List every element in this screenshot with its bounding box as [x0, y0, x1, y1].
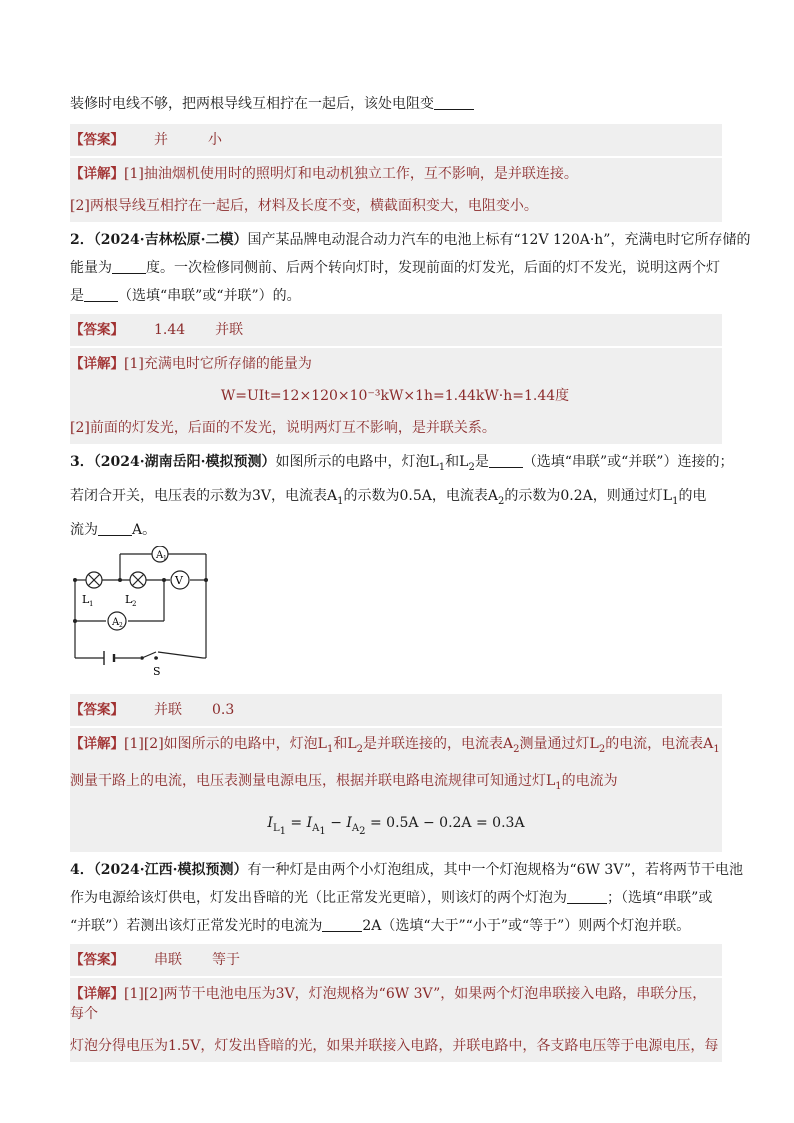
l2-sub: 2 [132, 599, 137, 608]
subscript: 1 [438, 461, 446, 473]
detail-text: 是并联连接的，电流表A [363, 735, 514, 752]
q4-text: 2A（选填“大于”“小于”或“等于”）则两个灯泡并联。 [362, 917, 691, 934]
answer-blank[interactable] [489, 453, 523, 468]
lamp-l2-icon [130, 572, 146, 588]
q3-formula-row [70, 803, 722, 852]
detail-text: 灯泡分得电压为1.5V，灯发出昏暗的光，如果并联接入电路，并联电路中，各支路电压等于电源电压，每 [70, 1037, 719, 1054]
q4-text: “并联”）若测出该灯正常发光时的电流为 [70, 917, 323, 934]
l2-label: L [125, 592, 133, 606]
a1-label: A [156, 549, 164, 561]
q3-text: （选填“串联”或“并联”）连接的； [522, 454, 734, 470]
subscript: 1 [555, 781, 562, 793]
q4-detail-row-2 [70, 1030, 722, 1062]
subscript: 1 [337, 495, 344, 507]
subscript: 2 [468, 461, 475, 473]
q2-text: 是 [70, 288, 84, 304]
q3-text: 和L [445, 454, 469, 470]
q2-detail-row [70, 348, 722, 380]
q1-detail-row [70, 158, 722, 190]
q3-text: 如图所示的电路中，灯泡L [275, 454, 439, 470]
q1-answer-row [70, 124, 722, 156]
subscript: 1 [672, 495, 679, 507]
l1-label: L [82, 592, 90, 606]
q1-detail-row-2 [70, 190, 722, 222]
q2-text: 国产某品牌电动混合动力汽车的电池上标有“12V 120A·h”，充满电时它所存储的 [247, 232, 751, 248]
q3-answer-row [70, 694, 722, 726]
answer-value: 并联 [154, 701, 182, 718]
detail-text: 和L [333, 735, 357, 752]
detail-tag: 【详解】 [70, 735, 124, 752]
circuit-svg [70, 546, 220, 681]
answer-value: 小 [208, 132, 222, 148]
answer-tag: 【答案】 [70, 322, 124, 338]
subscript: 2 [513, 743, 520, 755]
detail-text: [2]前面的灯发光，后面的不发光，说明两灯互不影响，是并联关系。 [70, 420, 496, 436]
answer-tag: 【答案】 [70, 132, 124, 148]
detail-text: 的电流，电流表A [605, 735, 714, 752]
subscript: 2 [598, 743, 606, 755]
answer-value: 并联 [215, 322, 244, 338]
a2-sub: 2 [119, 621, 123, 629]
detail-tag: 【详解】 [70, 166, 124, 182]
q3-detail-row-2 [70, 765, 722, 803]
q3-question [70, 452, 734, 540]
ammeter-a2-icon [108, 612, 126, 630]
detail-text: [1]抽油烟机使用时的照明灯和电动机独立工作，互不影响，是并联连接。 [124, 166, 578, 182]
detail-text: 的电流为 [561, 773, 618, 790]
answer-tag: 【答案】 [70, 951, 124, 968]
a1-sub: 1 [163, 554, 167, 562]
q3-text: 流为 [70, 521, 98, 538]
answer-blank[interactable] [434, 95, 474, 110]
q1-text [70, 94, 722, 114]
a2-label: A [112, 616, 120, 628]
detail-text: 测量干路上的电流，电压表测量电源电压，根据并联电路电流规律可知通过灯L [70, 773, 556, 790]
detail-text: [2]两根导线互相拧在一起后，材料及长度不变，横截面积变大，电阻变小。 [70, 198, 538, 214]
q1-text-tail: 装修时电线不够，把两根导线互相拧在一起后，该处电阻变 [70, 96, 434, 112]
q2-formula-row [70, 380, 722, 412]
q2-text: 度。一次检修同侧前、后两个转向灯时，发现前面的灯发光，后面的灯不发光，说明这两个灯 [146, 260, 720, 276]
document-page [70, 94, 751, 1064]
q4-answer-row [70, 944, 722, 976]
answer-blank[interactable] [98, 521, 132, 536]
q3-source: （2024·湖南岳阳·模拟预测） [93, 454, 276, 470]
q4-number: 4． [70, 861, 94, 878]
answer-blank[interactable] [112, 259, 146, 274]
detail-text: [1][2]如图所示的电路中，灯泡L [124, 735, 327, 752]
q4-text: 作为电源给该灯供电，灯发出昏暗的光（比正常发光更暗），则该灯的两个灯泡为 [70, 889, 567, 906]
q2-detail-row-2 [70, 412, 722, 444]
answer-value: 1.44 [154, 322, 186, 338]
answer-blank[interactable] [567, 889, 607, 904]
switch-label: S [153, 664, 161, 678]
answer-value: 并 [154, 132, 168, 148]
q4-text: ；（选填“串联”或 [607, 889, 713, 906]
answer-blank[interactable] [84, 287, 118, 302]
q4-question [70, 860, 744, 936]
subscript: 1 [713, 743, 720, 755]
subscript: 2 [356, 743, 364, 755]
q3-text: 的电 [678, 487, 707, 504]
q4-detail-row [70, 978, 722, 1030]
answer-blank[interactable] [322, 917, 362, 932]
q3-text: 的示数为0.2A，则通过灯L [504, 487, 673, 504]
detail-text: [1][2]两节干电池电压为3V，灯泡规格为“6W 3V”，如果两个灯泡串联接入电路，串联分压，每个 [70, 985, 707, 1022]
ammeter-a1-icon [152, 546, 168, 562]
q3-text: 若闭合开关，电压表的示数为3V，电流表A [70, 487, 338, 504]
l1-sub: 1 [89, 599, 94, 608]
detail-text: 测量通过灯L [519, 735, 599, 752]
q4-source: （2024·江西·模拟预测） [93, 861, 248, 878]
subscript: 1 [326, 743, 334, 755]
v-label: V [175, 573, 183, 587]
q3-text: 是 [474, 454, 489, 470]
q2-number: 2． [70, 232, 94, 248]
q4-text: 有一种灯是由两个小灯泡组成，其中一个灯泡规格为“6W 3V”，若将两节干电池 [247, 861, 744, 878]
formula: $I_{L_1} = I_{A_1} - I_{A_2} = 0.5A - 0.2A = 0.3A$ [267, 815, 525, 837]
q3-detail-row [70, 728, 722, 766]
q3-text: A。 [132, 521, 157, 538]
answer-tag: 【答案】 [70, 701, 124, 718]
q2-answer-row [70, 314, 722, 346]
subscript: 2 [498, 495, 505, 507]
lamp-l1-icon [86, 572, 102, 588]
answer-value: 等于 [212, 951, 240, 968]
detail-text: [1]充满电时它所存储的能量为 [124, 356, 312, 372]
detail-tag: 【详解】 [70, 985, 124, 1002]
detail-tag: 【详解】 [70, 356, 124, 372]
q2-text: 能量为 [70, 260, 112, 276]
q3-number: 3． [70, 454, 94, 470]
q2-source: （2024·吉林松原·二模） [93, 232, 248, 248]
q3-text: 的示数为0.5A，电流表A [343, 487, 499, 504]
voltmeter-icon [171, 571, 189, 589]
answer-value: 串联 [154, 951, 182, 968]
formula: W=UIt=12×120×10⁻³kW×1h=1.44kW·h=1.44度 [220, 388, 570, 404]
q2-text: （选填“串联”或“并联”）的。 [118, 288, 301, 304]
answer-value: 0.3 [212, 701, 235, 718]
circuit-diagram [70, 546, 722, 686]
q2-question [70, 230, 751, 306]
